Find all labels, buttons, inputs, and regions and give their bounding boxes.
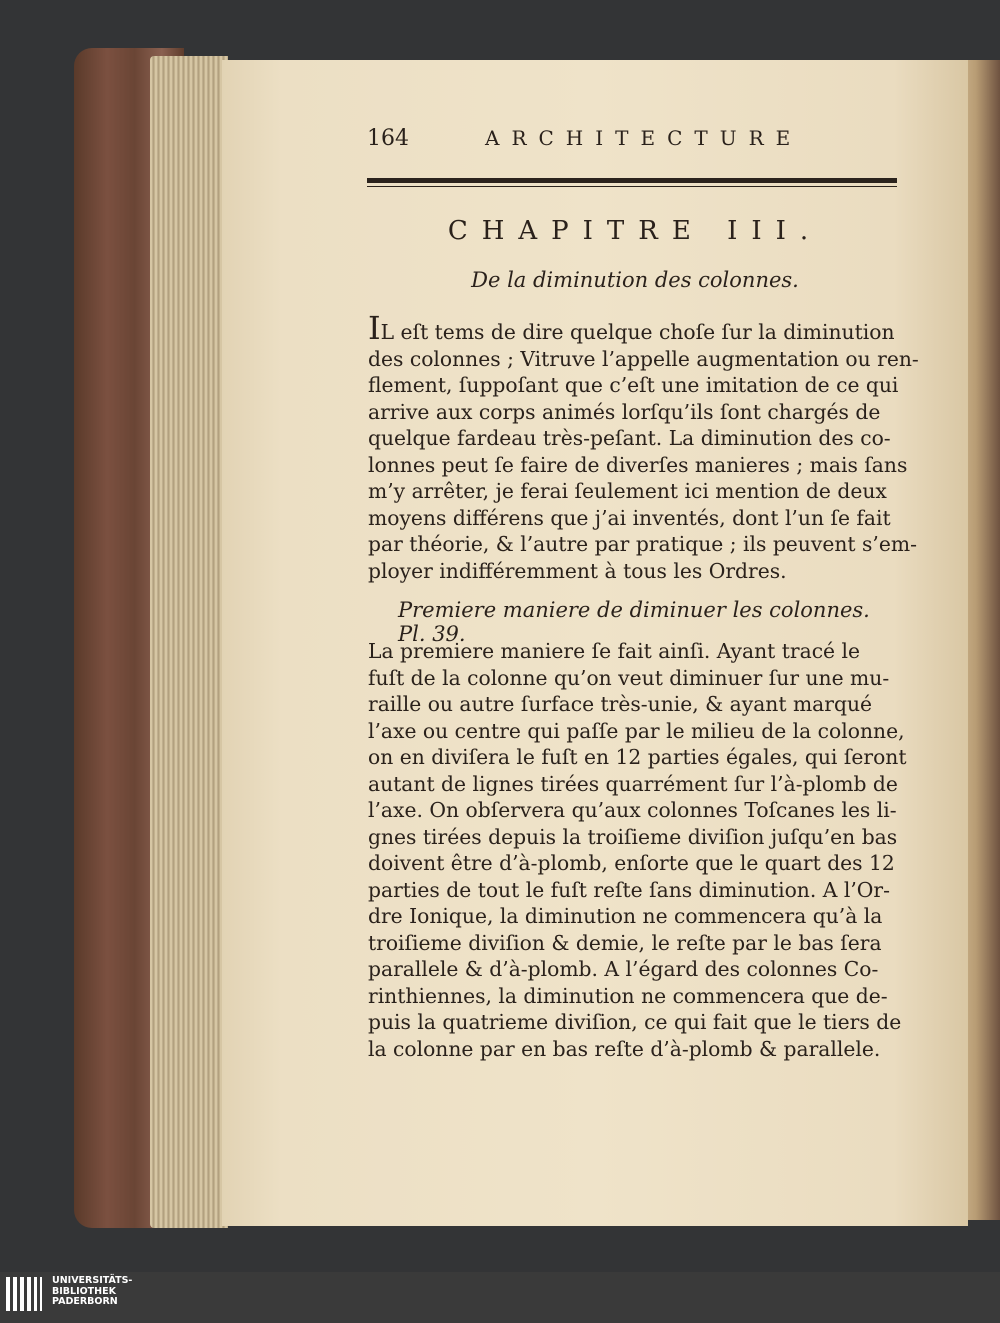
text-line: rinthiennes, la diminution ne commencera que de- (368, 983, 888, 1008)
text-line: quelque fardeau très-peſant. La diminution des co- (368, 426, 891, 450)
text-line: dre Ionique, la diminution ne commencera qu’à la (368, 904, 883, 928)
text-line: arrive aux corps animés lorſqu’ils ſont chargés de (368, 399, 881, 424)
subsection-title: Premiere maniere de diminuer les colonnes. Pl. 39. (398, 598, 870, 646)
text-line: parties de tout le fuſt reſte ſans diminution. A l’Or- (368, 877, 890, 902)
text-line: lonnes peut ſe faire de diverſes manieres ; mais ſans (368, 452, 908, 477)
text-line: raille ou autre ſurface très-unie, & ayant marqué (368, 692, 873, 716)
text-line: La premiere maniere ſe fait ainſi. Ayant tracé le (368, 639, 860, 663)
header-rule-thin (367, 186, 897, 187)
paragraph-2 (368, 638, 908, 1062)
text-line: autant de lignes tirées quarrément ſur l’à-plomb de (368, 771, 898, 796)
text-line: parallele & d’à-plomb. A l’égard des colonnes Co- (368, 957, 879, 981)
page-edges (150, 56, 228, 1228)
text-line: flement, ſuppoſant que c’eſt une imitation de ce qui (368, 373, 899, 397)
text-line: par théorie, & l’autre par pratique ; ils peuvent s’em- (368, 532, 917, 556)
text-line: des colonnes ; Vitruve l’appelle augmentation ou ren- (368, 346, 919, 371)
drop-cap: I (368, 309, 381, 347)
library-name (52, 1276, 132, 1308)
text-line: gnes tirées depuis la troiſieme diviſion juſqu’en bas (368, 824, 898, 849)
text-line: fuſt de la colonne qu’on veut diminuer ſur une mu- (368, 665, 890, 690)
text-line: la colonne par en bas reſte d’à-plomb & parallele. (368, 1036, 881, 1061)
text-line: puis la quatrieme diviſion, ce qui fait que le tiers de (368, 1010, 902, 1034)
text-line (368, 309, 908, 347)
text-line: troiſieme diviſion & demie, le reſte par le bas ſera (368, 930, 882, 955)
library-name-line: UNIVERSITÄTS- (52, 1275, 133, 1286)
paragraph-1 (368, 309, 919, 584)
text-line: m’y arrêter, je ferai ſeulement ici mention de deux (368, 479, 887, 503)
running-head (367, 126, 897, 156)
section-title: De la diminution des colonnes. (471, 268, 799, 292)
page-number: 164 (367, 126, 409, 151)
text-line: doivent être d’à-plomb, enſorte que le quart des 12 (368, 851, 895, 875)
header-rule-thick (367, 178, 897, 183)
chapter-title: CHAPITRE III. (447, 216, 823, 246)
library-footer (0, 1272, 1000, 1323)
text-line: on en diviſera le fuſt en 12 parties égales, qui ſeront (368, 745, 907, 769)
text-line: l’axe. On obſervera qu’aux colonnes Toſcanes les li- (368, 798, 897, 822)
text-line: moyens différens que j’ai inventés, dont l’un ſe fait (368, 505, 891, 530)
library-logo-icon (6, 1277, 46, 1311)
library-name-line: BIBLIOTHEK (52, 1285, 116, 1297)
text-line: l’axe ou centre qui paſſe par le milieu de la colonne, (368, 718, 905, 743)
text-line: ployer indifféremment à tous les Ordres. (368, 558, 787, 583)
running-title: ARCHITECTURE (485, 126, 803, 150)
text-line-body: L eſt tems de dire quelque choſe ſur la diminution (380, 320, 895, 344)
library-name-line: PADERBORN (52, 1296, 118, 1307)
